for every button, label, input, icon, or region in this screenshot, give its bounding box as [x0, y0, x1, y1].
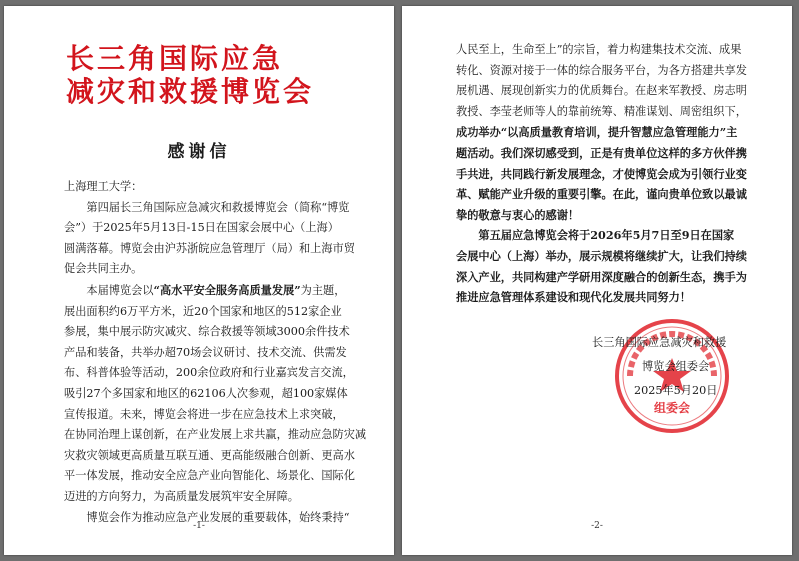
letter-page-1 [4, 6, 394, 555]
letter-body-page-1 [64, 177, 366, 528]
text-line: 灾救灾领域更高质量互联互通、更高能级融合创新、更高水 [64, 448, 355, 462]
text-line: 成功举办“以高质量教育培训，提升智慧应急管理能力”主 [456, 125, 738, 140]
text-line: 宣传报道。未来，博览会将进一步在应急技术上求突破， [64, 407, 344, 421]
recipient-line: 上海理工大学： [64, 180, 143, 193]
page-number: -2- [591, 521, 603, 531]
text-line: 人民至上，生命至上”的宗旨，着力构建集技术交流、成果 [456, 43, 742, 56]
text-line: 深入产业，共同构建产学研用深度融合的创新生态，携手为 [456, 269, 747, 284]
text-line: 产品和装备，共举办超70场会议研讨、技术交流、供需发 [64, 345, 347, 359]
letter-heading: 感谢信 [167, 142, 231, 162]
text-line: 革、赋能产业升级的重要引擎。在此，谨向贵单位致以最诚 [456, 187, 747, 202]
text-line: 会”）于2025年5月13日-15日在国家会展中心（上海） [64, 221, 339, 235]
signature-org-line-1: 长三角国际应急减灾和救援 [592, 336, 727, 349]
text-line: 第五届应急博览会将于2026年5月7日至9日在国家 [456, 228, 735, 243]
text-line: 题活动。我们深切感受到，正是有贵单位这样的多方伙伴携 [456, 145, 747, 160]
text-line: 手共进，共同践行新发展理念，才使博览会成为引领行业变 [456, 166, 747, 181]
letterhead-title-line-1: 长三角国际应急 [66, 42, 284, 75]
letter-page-2 [402, 6, 792, 555]
text-line: 促会共同主办。 [64, 262, 143, 276]
text-line: 第四届长三角国际应急减灾和救援博览会（简称“博览 [64, 200, 350, 214]
text-line: 吸引27个多国家和地区的62106人次参观，超100家媒体 [64, 386, 348, 400]
text-line: 布、科普体验等活动，200余位政府和行业嘉宾发言交流， [64, 366, 354, 380]
text-line: 展出面积约6万平方米，近20个国家和地区的512家企业 [64, 304, 342, 318]
page-number: -1- [193, 521, 205, 531]
signature-org-line-2: 博览会组委会 [642, 360, 710, 373]
text-line: 平一体发展，推动安全应急产业向智能化、场景化、国际化 [64, 469, 355, 483]
text-line: 转化、资源对接于一体的综合服务平台，为各方搭建共享发 [456, 63, 747, 77]
text-line: 参展，集中展示防灾减灾、综合救援等领域3000余件技术 [64, 325, 350, 339]
text-line: 教授、李莹老师等人的靠前统筹、精准谋划、周密组织下， [456, 104, 747, 118]
text-line: 迈进的方向努力，为高质量发展筑牢安全屏障。 [64, 489, 299, 503]
text-line: 会展中心（上海）举办，展示规模将继续扩大，让我们持续 [456, 248, 747, 263]
text-line: 在协同治理上谋创新，在产业发展上求共赢，推动应急防灾减 [64, 428, 367, 442]
signature-date: 2025年5月20日 [634, 384, 718, 397]
letterhead-title-line-2: 减灾和救援博览会 [66, 75, 315, 108]
text-line: 推进应急管理体系建设和现代化发展共同努力！ [456, 290, 691, 305]
text-line: 挚的敬意与衷心的感谢！ [456, 207, 580, 222]
letter-body-page-2 [456, 40, 747, 308]
seal-text: 组委会 [653, 401, 691, 415]
text-line: 博览会作为推动应急产业发展的重要载体，始终秉持“ [64, 510, 350, 524]
text-line: 本届博览会以“高水平安全服务高质量发展”为主题， [64, 282, 346, 297]
text-line: 圆满落幕。博览会由沪苏浙皖应急管理厅（局）和上海市贸 [64, 241, 355, 255]
text-line: 展机遇、展现创新实力的优质舞台。在赵来军教授、房志明 [456, 84, 747, 98]
